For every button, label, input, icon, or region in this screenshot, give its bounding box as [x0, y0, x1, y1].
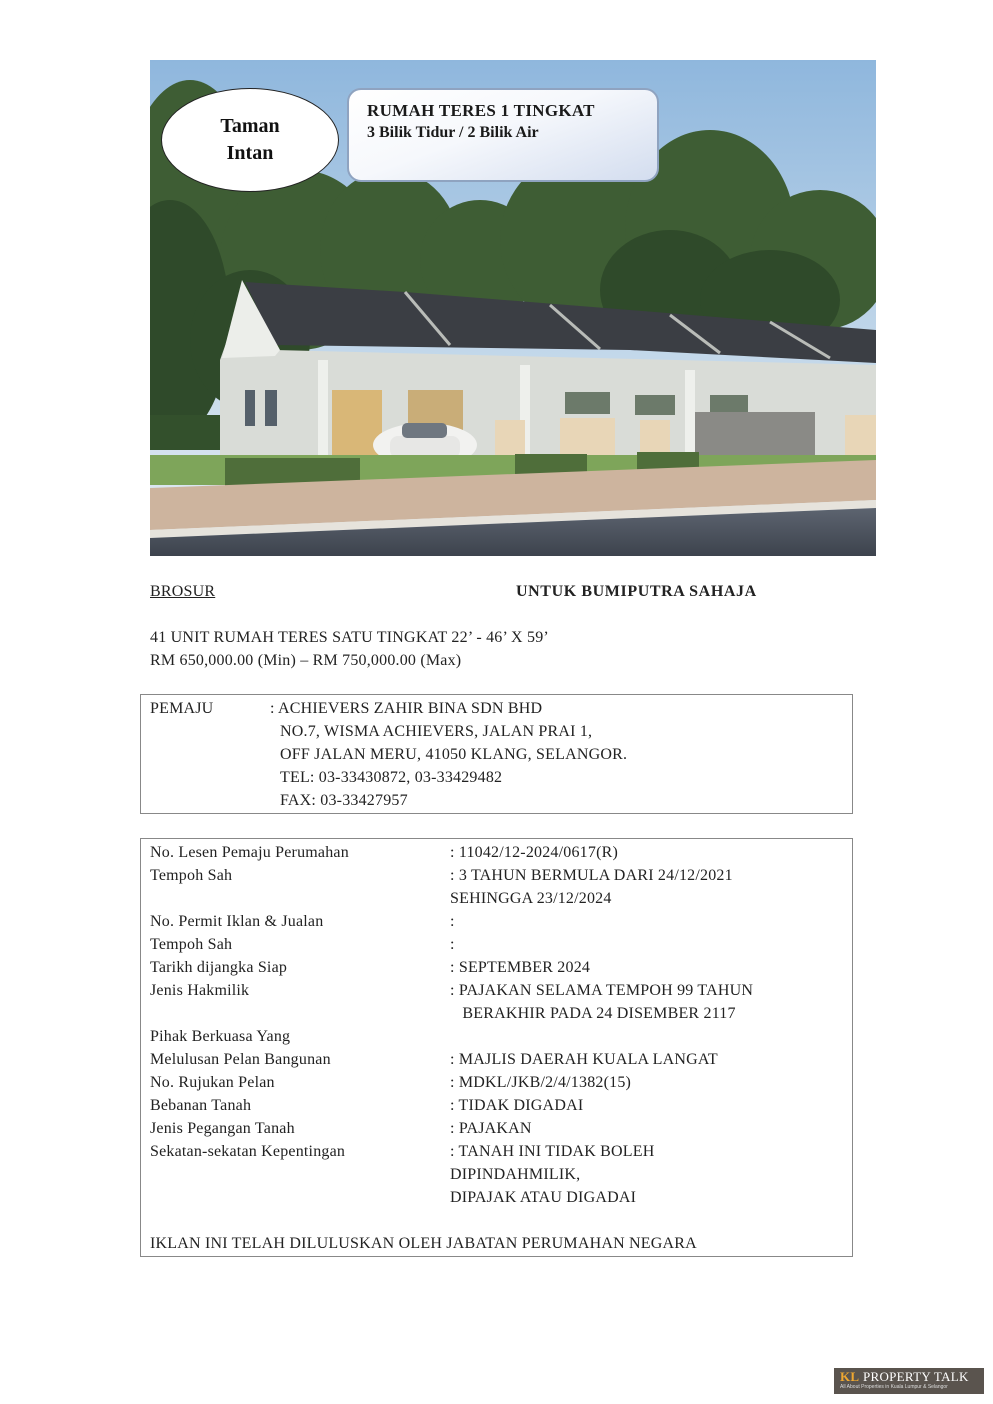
detail-value: : TANAH INI TIDAK BOLEH [450, 1143, 655, 1160]
bumiputra-notice: UNTUK BUMIPUTRA SAHAJA [516, 583, 757, 600]
developer-address-line2: OFF JALAN MERU, 41050 KLANG, SELANGOR. [280, 746, 628, 763]
developer-fax: FAX: 03-33427957 [280, 792, 408, 809]
detail-value: : 11042/12-2024/0617(R) [450, 844, 618, 861]
detail-label: Sekatan-sekatan Kepentingan [150, 1143, 346, 1160]
detail-value: : [450, 936, 455, 953]
house-type-callout [347, 88, 659, 182]
detail-value: : MAJLIS DAERAH KUALA LANGAT [450, 1051, 718, 1068]
developer-telephone: TEL: 03-33430872, 03-33429482 [280, 769, 503, 786]
detail-label: Jenis Pegangan Tanah [150, 1120, 295, 1137]
approval-statement: IKLAN INI TELAH DILULUSKAN OLEH JABATAN PERUMAHAN NEGARA [150, 1235, 697, 1252]
detail-label: Bebanan Tanah [150, 1097, 252, 1114]
detail-label: No. Permit Iklan & Jualan [150, 913, 324, 930]
detail-value: : 3 TAHUN BERMULA DARI 24/12/2021 [450, 867, 733, 884]
detail-value: : [450, 913, 455, 930]
detail-value: : MDKL/JKB/2/4/1382(15) [450, 1074, 632, 1091]
detail-label: No. Lesen Pemaju Perumahan [150, 844, 349, 861]
units-description: 41 UNIT RUMAH TERES SATU TINGKAT 22’ - 46’ X 59’ [150, 629, 549, 646]
detail-label: Tarikh dijangka Siap [150, 959, 288, 976]
watermark-kl: KL [840, 1369, 860, 1384]
detail-value: BERAKHIR PADA 24 DISEMBER 2117 [454, 1005, 736, 1022]
developer-name: : ACHIEVERS ZAHIR BINA SDN BHD [270, 700, 543, 717]
detail-value: : TIDAK DIGADAI [450, 1097, 584, 1114]
watermark-brand: PROPERTY TALK [862, 1369, 969, 1384]
brosur-label: BROSUR [150, 583, 216, 600]
detail-value: DIPINDAHMILIK, [450, 1166, 581, 1183]
detail-value: DIPAJAK ATAU DIGADAI [450, 1189, 637, 1206]
detail-label: Tempoh Sah [150, 867, 233, 884]
detail-label: Melulusan Pelan Bangunan [150, 1051, 331, 1068]
detail-label: No. Rujukan Pelan [150, 1074, 275, 1091]
detail-value: : SEPTEMBER 2024 [450, 959, 591, 976]
detail-label: Pihak Berkuasa Yang [150, 1028, 291, 1045]
detail-label: Tempoh Sah [150, 936, 233, 953]
room-count-subtitle: 3 Bilik Tidur / 2 Bilik Air [367, 124, 539, 141]
watermark-tagline: All About Properties in Kuala Lumpur & Selangor [840, 1384, 948, 1390]
developer-label: PEMAJU [150, 700, 214, 717]
house-type-title: RUMAH TERES 1 TINGKAT [367, 101, 595, 120]
detail-value: : PAJAKAN SELAMA TEMPOH 99 TAHUN [450, 982, 754, 999]
detail-value: : PAJAKAN [450, 1120, 532, 1137]
development-name-oval [161, 88, 339, 192]
detail-value: SEHINGGA 23/12/2024 [450, 890, 612, 907]
development-name-line1: Taman [220, 115, 280, 137]
developer-address-line1: NO.7, WISMA ACHIEVERS, JALAN PRAI 1, [280, 723, 593, 740]
price-range: RM 650,000.00 (Min) – RM 750,000.00 (Max) [150, 652, 462, 669]
development-name-line2: Intan [226, 142, 274, 164]
site-watermark-logo [834, 1368, 984, 1394]
detail-label: Jenis Hakmilik [150, 982, 250, 999]
